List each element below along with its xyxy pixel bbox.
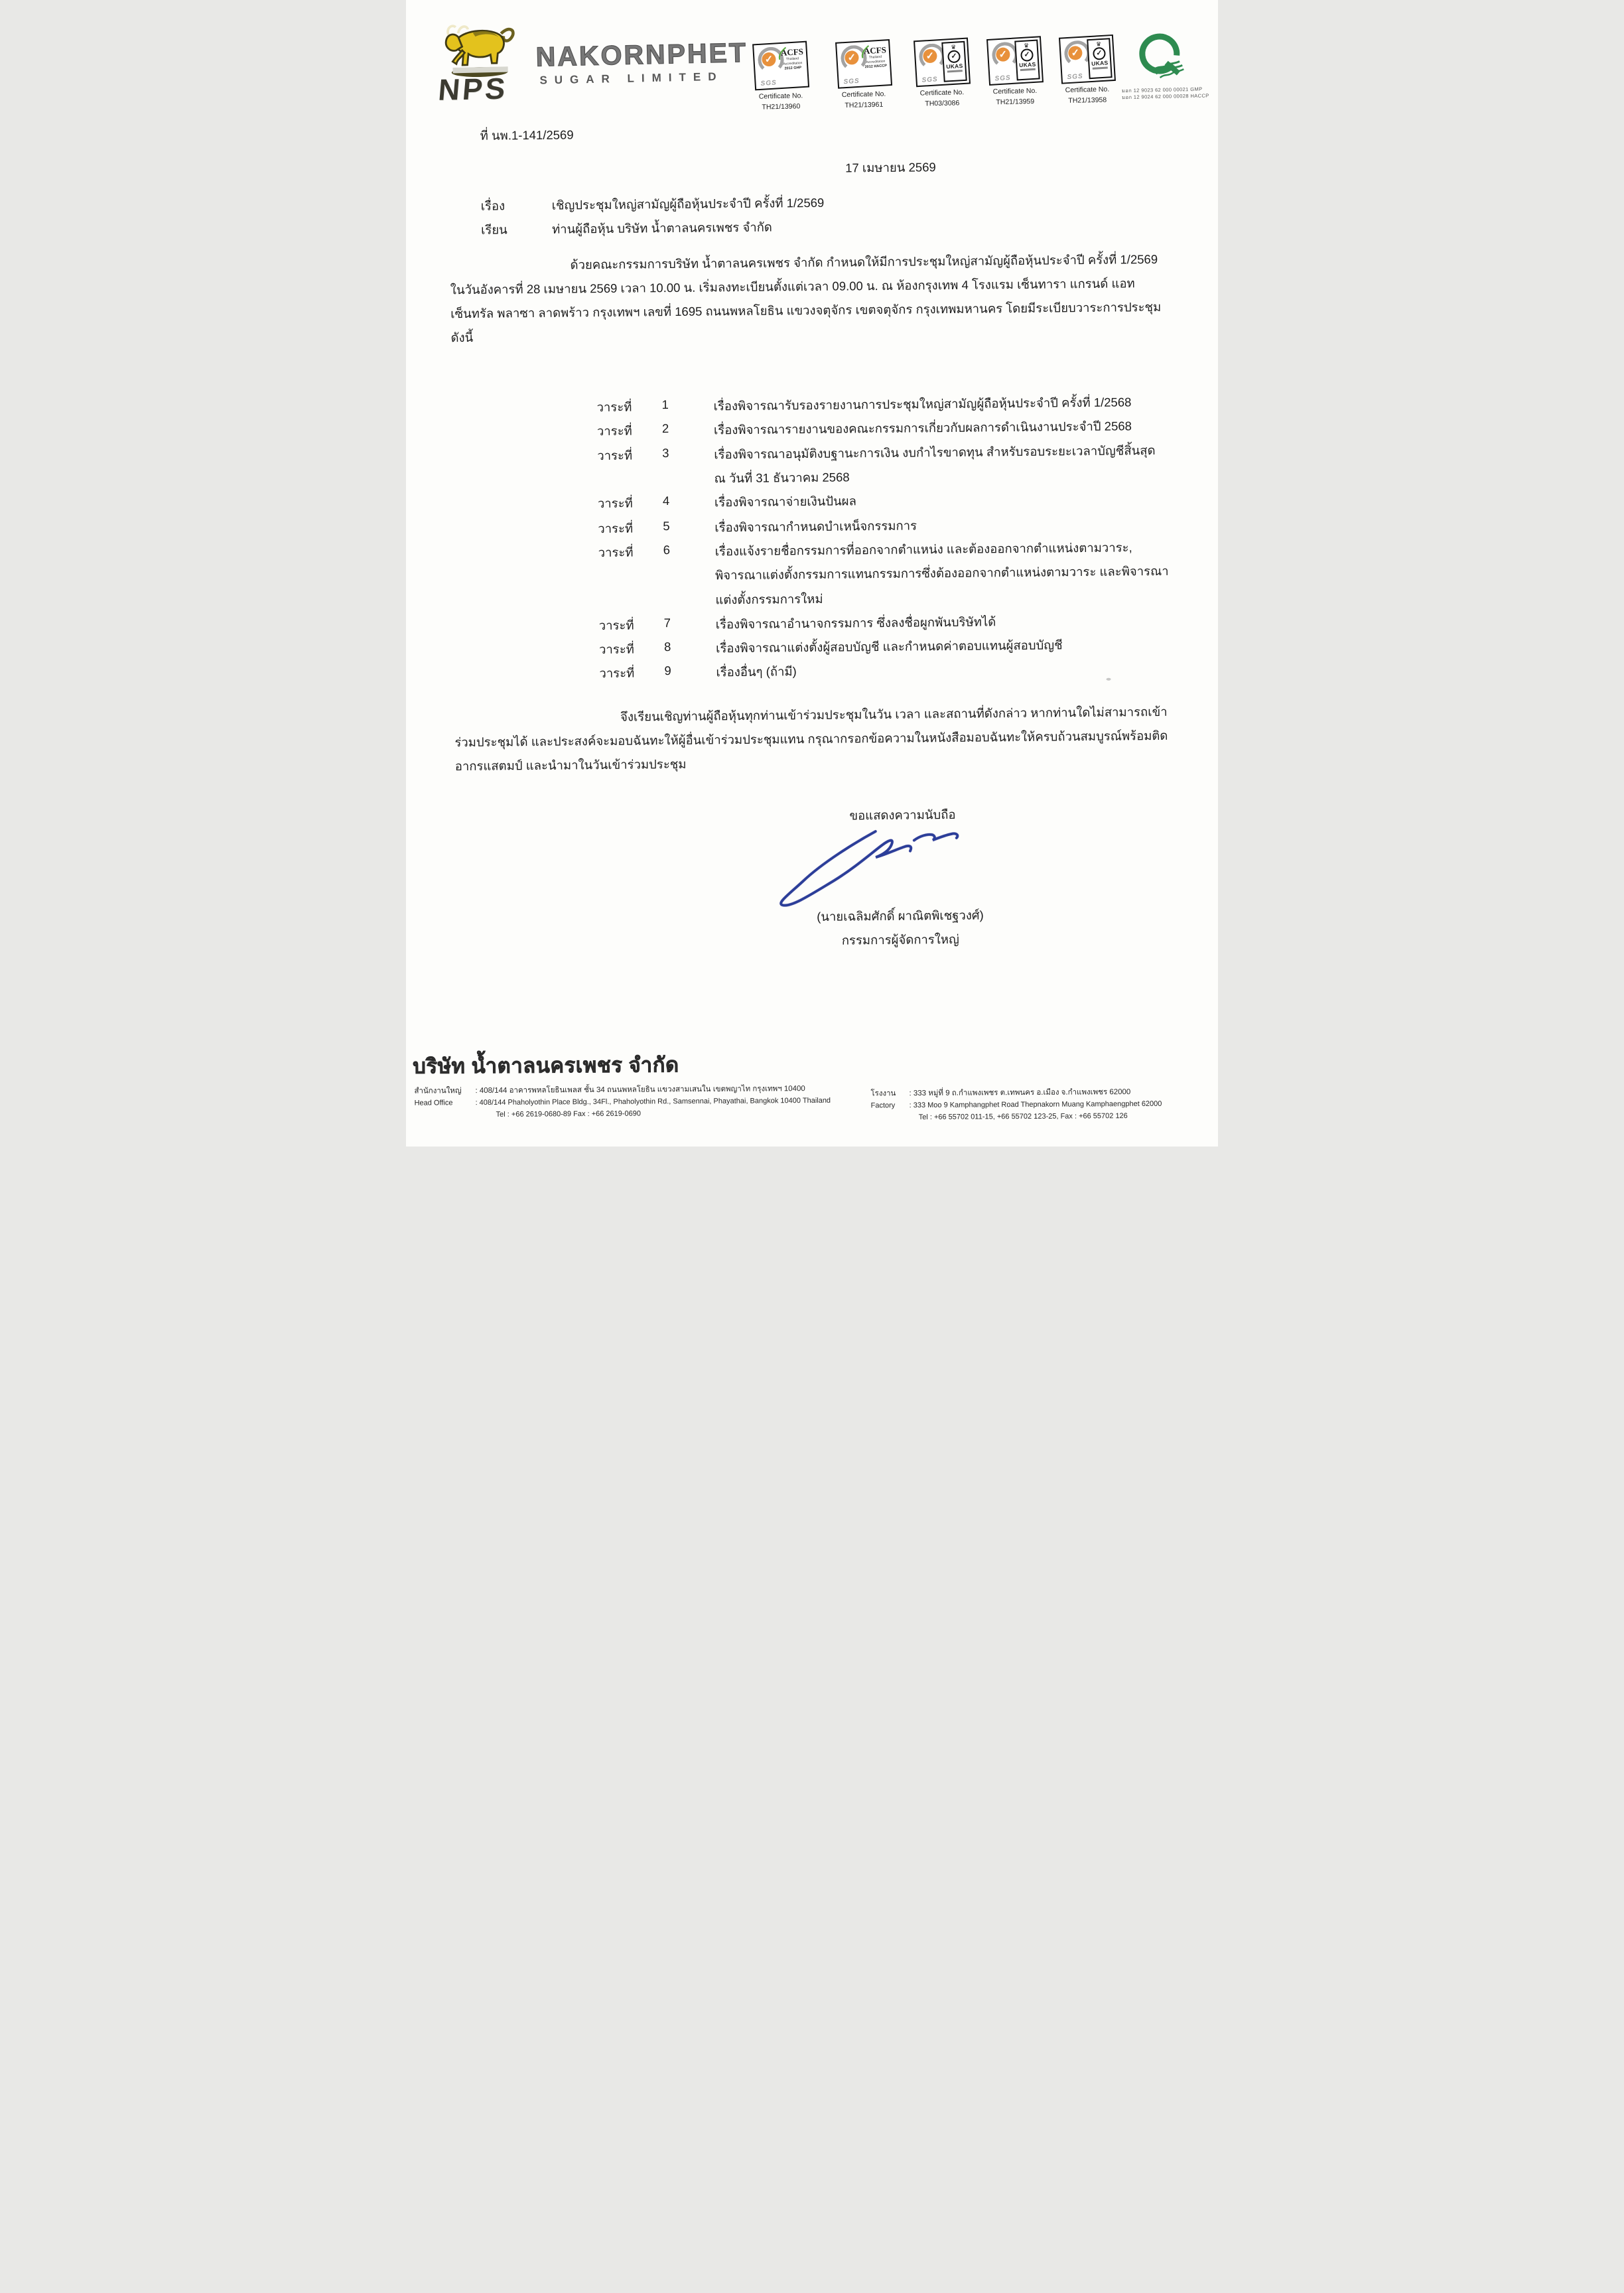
acfs-standard: 2012 GHP: [784, 66, 802, 71]
agenda-text: เรื่องแจ้งรายชื่อกรรมการที่ออกจากตำแหน่ง และต้องออกจากตำแหน่งตามวาระ,: [714, 540, 1132, 559]
factory-address: [870, 1086, 1162, 1124]
reference-number: ที่ นพ.1-141/2569: [480, 127, 574, 143]
sgs-label: SGS: [921, 76, 938, 84]
agenda-number: 8: [663, 640, 671, 654]
signer-title: กรรมการผู้จัดการใหญ่: [841, 932, 959, 947]
ukas-label: UKAS: [1091, 59, 1109, 67]
agenda-text: แต่งตั้งกรรมการใหม่: [715, 591, 823, 607]
agenda-number: 1: [661, 397, 669, 412]
head-office-en-line: [414, 1095, 831, 1109]
factory-th-text: : 333 หมู่ที่ 9 ถ.กำแพงเพชร ต.เทพนคร อ.เมือง จ.กำแพงเพชร 62000: [909, 1088, 1131, 1098]
agenda-number: 3: [662, 446, 669, 460]
logo-letters: NPS: [437, 71, 509, 107]
agenda-label: วาระที่: [598, 521, 634, 536]
agenda-text: เรื่องพิจารณาจ่ายเงินปันผล: [714, 494, 857, 510]
agenda-text: เรื่องพิจารณาอนุมัติงบฐานะการเงิน งบกำไรขาดทุน สำหรับรอบระยะเวลาบัญชีสิ้นสุด: [714, 443, 1156, 462]
acfs-label: ACFS: [780, 46, 804, 58]
agenda-text: เรื่องอื่นๆ (ถ้ามี): [716, 664, 797, 679]
ukas-label: UKAS: [1018, 60, 1036, 69]
acfs-sub2: Accreditation: [783, 61, 803, 66]
agenda-text: เรื่องพิจารณารายงานของคณะกรรมการเกี่ยวกับผลการดำเนินงานประจำปี 2568: [713, 419, 1132, 437]
agenda-label: วาระที่: [596, 423, 632, 439]
agenda-text: ณ วันที่ 31 ธันวาคม 2568: [714, 470, 850, 486]
certificate-no-value: TH21/13961: [845, 100, 884, 109]
agenda-label: วาระที่: [598, 618, 634, 633]
agenda-number: 9: [664, 663, 671, 678]
company-brand-subtitle: SUGAR LIMITED: [539, 70, 724, 87]
factory-th-label: โรงงาน: [870, 1089, 896, 1098]
signer-name: (นายเฉลิมศักดิ์ ผาณิตพิเชฐวงศ์): [817, 908, 984, 924]
footer-company-name: บริษัท น้ำตาลนครเพชร จำกัด: [413, 1053, 679, 1078]
q-mark-line2: มอก 12 9024 62 000 00028 HACCP: [1122, 92, 1209, 101]
head-office-en-label: Head Office: [414, 1099, 453, 1107]
to-label: เรียน: [480, 222, 508, 237]
to-text: ท่านผู้ถือหุ้น บริษัท น้ำตาลนครเพชร จำกัด: [551, 220, 772, 236]
agenda-number: 5: [663, 519, 670, 533]
agenda-label: วาระที่: [599, 665, 635, 681]
sgs-label: SGS: [994, 74, 1011, 83]
letter-date: 17 เมษายน 2569: [845, 160, 936, 175]
certificate-no-label: Certificate No.: [919, 88, 965, 98]
agenda-number: 7: [663, 616, 671, 630]
agenda-label: วาระที่: [597, 496, 633, 511]
q-mark-line1: มอก 12 9023 62 000 00021 GMP: [1121, 86, 1203, 94]
agenda-number: 2: [661, 421, 669, 436]
sgs-label: SGS: [1067, 72, 1083, 82]
agenda-text: เรื่องพิจารณาอำนาจกรรมการ ซึ่งลงชื่อผูกพันบริษัทได้: [715, 614, 996, 632]
certificate-no-value: TH21/13960: [762, 102, 801, 111]
agenda-number: 4: [662, 494, 670, 508]
salutation: ขอแสดงความนับถือ: [849, 807, 956, 823]
closing-paragraph: จึงเรียนเชิญท่านผู้ถือหุ้นทุกท่านเข้าร่วมประชุมในวัน เวลา และสถานที่ดังกล่าว หากท่านใดไม่สามารถเข้าร่วมประชุมได้ และประสงค์จะมอบฉันทะให้ผู้อื่นเข้าร่วมประชุมแทน กรุณากรอกข้อความในหนังสือมอบฉันทะให้ครบถ้วนสมบูรณ์พร้อมติดอากรแสตมป์ และนำมาในวันเข้าร่วมประชุม: [454, 704, 1168, 774]
acfs-label: ACFS: [863, 44, 887, 56]
head-office-th-text: : 408/144 อาคารพหลโยธินเพลส ชั้น 34 ถนนพหลโยธิน แขวงสามเสนใน เขตพญาไท กรุงเทพฯ 10400: [475, 1085, 805, 1095]
letter-body: [406, 0, 1218, 1146]
head-office-en-text: : 408/144 Phaholyothin Place Bldg., 34Fl., Phaholyothin Rd., Samsennai, Phayathai, Bangkok 10400 Thailand: [475, 1096, 831, 1107]
factory-en-label: Factory: [870, 1101, 896, 1110]
agenda-label: วาระที่: [598, 642, 635, 657]
head-office-th-label: สำนักงานใหญ่: [414, 1087, 462, 1095]
agenda-label: วาระที่: [598, 545, 634, 560]
agenda-text: เรื่องพิจารณาแต่งตั้งผู้สอบบัญชี และกำหนดค่าตอบแทนผู้สอบบัญชี: [715, 638, 1063, 656]
signature-ink: [775, 820, 975, 910]
agenda-number: 6: [663, 543, 671, 557]
agenda-text: เรื่องพิจารณากำหนดบำเหน็จกรรมการ: [714, 518, 917, 535]
certificate-no-label: Certificate No.: [841, 90, 886, 100]
factory-tel: Tel : +66 55702 011-15, +66 55702 123-25, Fax : +66 55702 126: [918, 1112, 1128, 1122]
acfs-sub1: Thailand: [785, 56, 799, 62]
acfs-sub1: Thailand: [868, 54, 882, 60]
head-office-tel: Tel : +66 2619-0680-89 Fax : +66 2619-0690: [496, 1109, 642, 1119]
scan-artifact: [1107, 678, 1111, 681]
certificate-no-label: Certificate No.: [992, 86, 1038, 96]
certificate-no-label: Certificate No.: [1065, 85, 1110, 95]
certificate-no-value: TH21/13958: [1068, 96, 1107, 105]
subject-text: เชิญประชุมใหญ่สามัญผู้ถือหุ้นประจำปี ครั้งที่ 1/2569: [551, 195, 825, 212]
agenda-text: พิจารณาแต่งตั้งกรรมการแทนกรรมการซึ่งต้องออกจากตำแหน่งตามวาระ และพิจารณา: [714, 563, 1169, 583]
sgs-label: SGS: [760, 79, 778, 88]
ukas-label: UKAS: [945, 62, 963, 70]
agenda-text: เรื่องพิจารณารับรองรายงานการประชุมใหญ่สามัญผู้ถือหุ้นประจำปี ครั้งที่ 1/2568: [713, 395, 1132, 413]
agenda-label: วาระที่: [597, 448, 633, 463]
intro-paragraph: ด้วยคณะกรรมการบริษัท น้ำตาลนครเพชร จำกัด กำหนดให้มีการประชุมใหญ่สามัญผู้ถือหุ้นประจำปี ครั้งที่ 1/2569 ในวันอังคารที่ 28 เมษายน 2569 เวลา 10.00 น. เริ่มลงทะเบียนตั้งแต่เวลา 09.00 น. ณ ห้องกรุงเทพ 4 โรงแรม เซ็นทารา แกรนด์ แอท เซ็นทรัล พลาซา ลาดพร้าว กรุงเทพฯ เลขที่ 1695 ถนนพหลโยธิน แขวงจตุจักร เขตจตุจักร กรุงเทพมหานคร โดยมีระเบียบวาระการประชุมดังนี้: [450, 251, 1162, 345]
acfs-standard: 2012 HACCP: [864, 64, 888, 70]
head-office-address: [414, 1083, 831, 1121]
subject-label: เรื่อง: [480, 198, 506, 213]
factory-en-text: : 333 Moo 9 Kamphangphet Road Thepnakorn Muang Kamphaengphet 62000: [909, 1099, 1162, 1110]
letter-page: [406, 0, 1218, 1146]
acfs-sub2: Accreditation: [866, 59, 886, 65]
company-brand-name: NAKORNPHET: [535, 37, 748, 72]
sgs-label: SGS: [843, 77, 860, 86]
certificate-no-value: TH21/13959: [996, 97, 1035, 107]
certificate-no-label: Certificate No.: [758, 92, 803, 101]
agenda-label: วาระที่: [596, 399, 632, 415]
certificate-no-value: TH03/3086: [925, 99, 960, 108]
